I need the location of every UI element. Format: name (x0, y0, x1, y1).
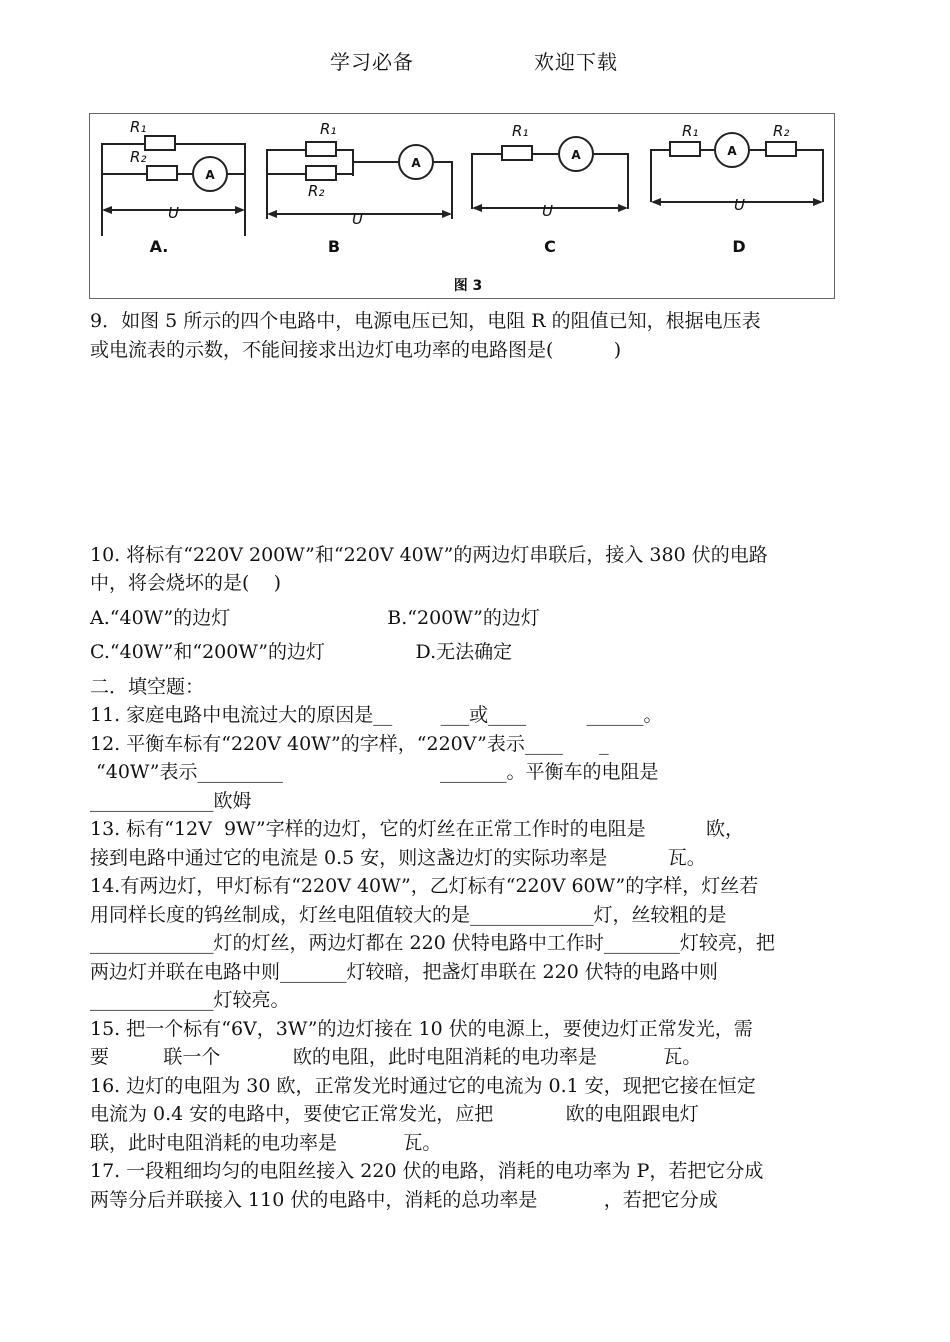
circuit-label-b: B (327, 237, 341, 256)
q14-line-3: _____________灯的灯丝，两边灯都在 220 伏特电路中工作时________灯较亮，把 (90, 932, 775, 954)
label-u: U (352, 210, 363, 228)
label-r2: R₂ (773, 122, 790, 140)
q13-line-1: 13. 标有“12V 9W”字样的边灯，它的灯丝在正常工作时的电阻是 欧， (90, 818, 745, 840)
circuit-label-a: A. (149, 237, 169, 256)
q10-line-1: 10. 将标有“220V 200W”和“220V 40W”的两边灯串联后，接入 380 伏的电路 (90, 544, 768, 566)
label-r1: R₁ (512, 122, 529, 140)
q14-line-5: _____________灯较亮。 (90, 989, 290, 1011)
q15-line-2: 要 联一个 欧的电阻，此时电阻消耗的电功率是 瓦。 (90, 1046, 702, 1068)
ammeter-label: A (571, 148, 581, 162)
q10-option-ab: A.“40W”的边灯 B.“200W”的边灯 (90, 607, 540, 629)
label-r1: R₁ (130, 118, 147, 136)
figure-caption: 图 3 (453, 278, 483, 294)
q13-line-2: 接到电路中通过它的电流是 0.5 安，则这盏边灯的实际功率是 瓦。 (90, 847, 706, 869)
q11: 11. 家庭电路中电流过大的原因是__ ___或____ ______。 (90, 704, 663, 726)
q9-line-2: 或电流表的示数，不能间接求出边灯电功率的电路图是( ) (90, 339, 622, 361)
q12-line-3: _____________欧姆 (90, 790, 252, 812)
ammeter-label: A (411, 156, 421, 170)
q14-line-2: 用同样长度的钨丝制成，灯丝电阻值较大的是_____________灯，丝较粗的是 (90, 904, 727, 926)
q9-line-1: 9．如图 5 所示的四个电路中，电源电压已知，电阻 R 的阻值已知，根据电压表 (90, 310, 761, 332)
circuit-label-c: C (544, 237, 556, 256)
q12-line-1: 12. 平衡车标有“220V 40W”的字样，“220V”表示____ _ (90, 733, 609, 755)
q14-line-1: 14.有两边灯，甲灯标有“220V 40W”，乙灯标有“220V 60W”的字样，灯丝若 (90, 875, 759, 897)
label-u: U (168, 204, 179, 222)
q10-option-cd: C.“40W”和“200W”的边灯 D.无法确定 (90, 641, 513, 663)
circuit-figure (89, 113, 835, 299)
ammeter-label: A (205, 168, 215, 182)
header-left: 学习必备 (330, 50, 414, 74)
ammeter-label: A (727, 144, 737, 158)
q17-line-2: 两等分后并联接入 110 伏的电路中，消耗的总功率是 ，若把它分成 (90, 1189, 718, 1211)
q16-line-2: 电流为 0.4 安的电路中，要使它正常发光，应把 欧的电阻跟电灯 (90, 1103, 699, 1125)
q14-line-4: 两边灯并联在电路中则_______灯较暗，把盏灯串联在 220 伏特的电路中则 (90, 961, 718, 983)
label-u: U (734, 196, 745, 214)
circuit-diagrams (90, 114, 834, 298)
q15-line-1: 15. 把一个标有“6V，3W”的边灯接在 10 伏的电源上，要使边灯正常发光，需 (90, 1018, 753, 1040)
label-r2: R₂ (130, 148, 147, 166)
label-u: U (542, 202, 553, 220)
q17-line-1: 17. 一段粗细均匀的电阻丝接入 220 伏的电路，消耗的电功率为 P，若把它分成 (90, 1160, 764, 1182)
circuit-label-d: D (732, 237, 746, 256)
label-r1: R₁ (682, 122, 699, 140)
q16-line-3: 联，此时电阻消耗的电功率是 瓦。 (90, 1132, 442, 1154)
label-r2: R₂ (308, 182, 325, 200)
q12-line-2: “40W”表示_________ _______。平衡车的电阻是 (90, 761, 659, 783)
q16-line-1: 16. 边灯的电阻为 30 欧，正常发光时通过它的电流为 0.1 安，现把它接在恒定 (90, 1075, 756, 1097)
q10-line-2: 中，将会烧坏的是( ) (90, 572, 281, 594)
section-heading: 二．填空题： (90, 676, 205, 698)
header-right: 欢迎下载 (534, 50, 618, 74)
label-r1: R₁ (320, 120, 337, 138)
